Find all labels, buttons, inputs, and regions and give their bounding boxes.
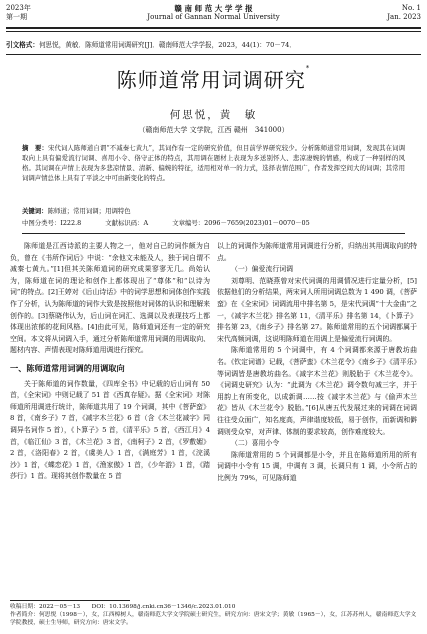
- journal-name-en: Journal of Gannan Normal University: [147, 13, 280, 21]
- title-text: 陈师道常用词调研究: [116, 68, 306, 92]
- article-number: 文章编号：2096－7659(2023)01－0070－05: [172, 219, 310, 227]
- right-column: [217, 241, 417, 484]
- abstract-text: 宋代词人陈师道自谓“不减秦七黄九”，其词作有一定的研究价值，但目前学界研究较少。分析陈师道常用词调，发现其在词调取向上具有偏爱流行词调、喜用小令、佫守正体的特点，其用调在题材上表现为多送别怀人、悲凉凄婉的情感，构成了一种别样的风格。其词调在声情上表现为多悲凉情景、清新、偏婉的特征，适用相对单一的力式，选择表情范围广，作者发挥空间大的词调；其常用词调声情总体上具有了平淡之中可由新变化的特点。: [22, 144, 405, 182]
- subsection-heading: （二）喜用小令: [231, 439, 280, 448]
- received-date: 收稿日期：2022－05－13 DOI：10.13698/j.cnki.cn36－1346/c.2023.01.010: [10, 604, 236, 610]
- journal-name-cn: 赣 南 师 范 大 学 学 报: [174, 4, 253, 13]
- title-footnote-mark: *: [305, 64, 311, 72]
- footnote-rule: [10, 600, 130, 601]
- paragraph: 陈师道常用的 5 个词调都是小令，并且在陈师道所用的所有词调中小令有 15 调，中调有 3 调，长调只有 1 调，小令所占的比例为 79%，可见陈师道: [217, 450, 417, 482]
- authors: 何思悦，黄 敏: [169, 109, 258, 121]
- running-header: [6, 4, 421, 26]
- author-bio: 作者简介：何思悦（1998－），女，江西樟树人，赣南师范大学文学院硕士研究生，研究方向：唐宋文学；黄敏（1965－），女，江苏苏州人，赣南师范大学文学院教授，硕士生导师，研究方向：唐宋文学。: [10, 612, 417, 626]
- header-rule-thin: [6, 31, 421, 32]
- header-date: Jan. 2023: [387, 13, 421, 21]
- left-column: [10, 241, 210, 483]
- keywords-label: 关键词：: [22, 207, 48, 215]
- paragraph: 以上的词调作为陈师道常用词调进行分析，归纳出其用调取向的特点。: [217, 242, 417, 262]
- citation-label: 引文格式：: [6, 41, 39, 49]
- footnote: [10, 600, 417, 627]
- subsection-heading: （一）偏爱流行词调: [231, 265, 294, 274]
- header-number: No. 1: [401, 4, 421, 12]
- clc-number: 中图分类号：I222.8: [22, 219, 82, 227]
- affiliation: （赣南师范大学 文学院，江西 赣州 341000）: [138, 126, 289, 134]
- header-year: 2023年: [6, 4, 31, 12]
- paragraph: 陈师道是江西诗派的主要人物之一，他对自己的词作颇为自负，曾在《书所作词后》中说：“余他文未能及人，独于词自谓不减秦七黄九。”[1]但其关陈师道词的研究成果寥寥无几。尚始认为，陈师道在词的理论和创作上都体现出了“尊体”和“以诗为词”的特点。[2]王婷对《后山诗话》中的词学思想和词体创作实践作了分析，认为陈师道的词作大致是按照他对词体的认识和理解来创作的。[3]蔡晓伟认为，后山词在词汇、选调以及表现技巧上都体现出浓郁的花间风格。[4]由此可见，陈师道词还有一定的研究空间。本文将从词调入手，通过分析陈师道常用词调的用调取向、题材内容、声情表现对陈师道用调进行探究。: [10, 242, 210, 355]
- header-rule: [6, 27, 421, 29]
- abstract-label: 摘 要：: [22, 144, 48, 152]
- paragraph: 陈师道常用的 5 个词调中，有 4 个词调都来源于唐教坊曲名。《钦定词谱》记载，《菩萨蛮》《木兰花令》《南乡子》《清平乐》等词调皆是唐教坊曲名。《减字木兰花》则脱胎于《木兰花令》。《词调史研究》认为：“此调为《木兰花》调令数句减三字，并于用韵上有所变化，以成新调……按《减字木兰花》与《偷声木兰花》皆从《木兰花令》脱胎。”[6]从唐五代发展过来的词调在词调往往受众面广，知名度高，声律谐度较低，易于创作，而新调和僻调则受众窄，对声律、体制的要求较高，创作难度较大。: [217, 346, 417, 436]
- paragraph: 刘尊明、范晓燕曾对宋代词调的用调情况进行定量分析，[5]依据他们的分析结果，两宋词人所用词调总数为 1 490 调，《菩萨蛮》在《全宋词》词调流用中排名第 5，是宋代词调“十大金曲”之一，《减字木兰花》排名第 11，《清平乐》排名第 14，《卜算子》排名第 23，《南乡子》排名第 27。陈师道常用的五个词调都属于宋代高频词调，这说明陈师道在用调上是偏爱流行词调的。: [217, 276, 417, 343]
- keywords-text: 陈师道；常用词调；用调特色: [47, 207, 131, 215]
- header-issue: 第一期: [6, 13, 27, 21]
- citation-text: 何思悦，黄敏．陈师道常用词调研究[J]．赣南师范大学学报，2023，44(1)：70－74．: [38, 41, 296, 49]
- citation-format: [6, 41, 421, 50]
- section-heading: 一、陈师道常用词调的用调取向: [10, 362, 125, 373]
- article-title: [0, 64, 427, 93]
- document-code: 文献标识码：A: [105, 219, 149, 227]
- article-meta: [22, 218, 405, 228]
- keywords: [22, 206, 405, 216]
- meta-rule: [22, 233, 405, 234]
- citation-rule: [6, 54, 421, 55]
- header-right: [387, 4, 421, 22]
- abstract: [22, 143, 405, 183]
- header-center: [6, 4, 421, 22]
- paragraph: 关于陈师道的词作数量，《四库全书》中记载的后山词有 50 首，《全宋词》中则记载了 51 首《西真存疑》。据《全宋词》对陈师道所用调进行统计，陈师道共用了 19 个词调，其中《菩萨蛮》8 首，《南乡子》7 首，《减字木兰花》6 首（含《木兰花减字》同调异名词作 5 首），《卜算子》5 首，《清平乐》5 首，《西江月》4 首，《临江仙》3 首，《木兰花》3 首，《南柯子》2 首，《罗敷媚》2 首，《洛阳春》2 首，《虞美人》1 首，《满庭芳》1 首，《浣溪沙》1 首，《蝶恋花》1 首，《渔家傲》1 首，《少年游》1 首，《踏莎行》1 首。现将其创作数量在 5 首: [10, 379, 210, 481]
